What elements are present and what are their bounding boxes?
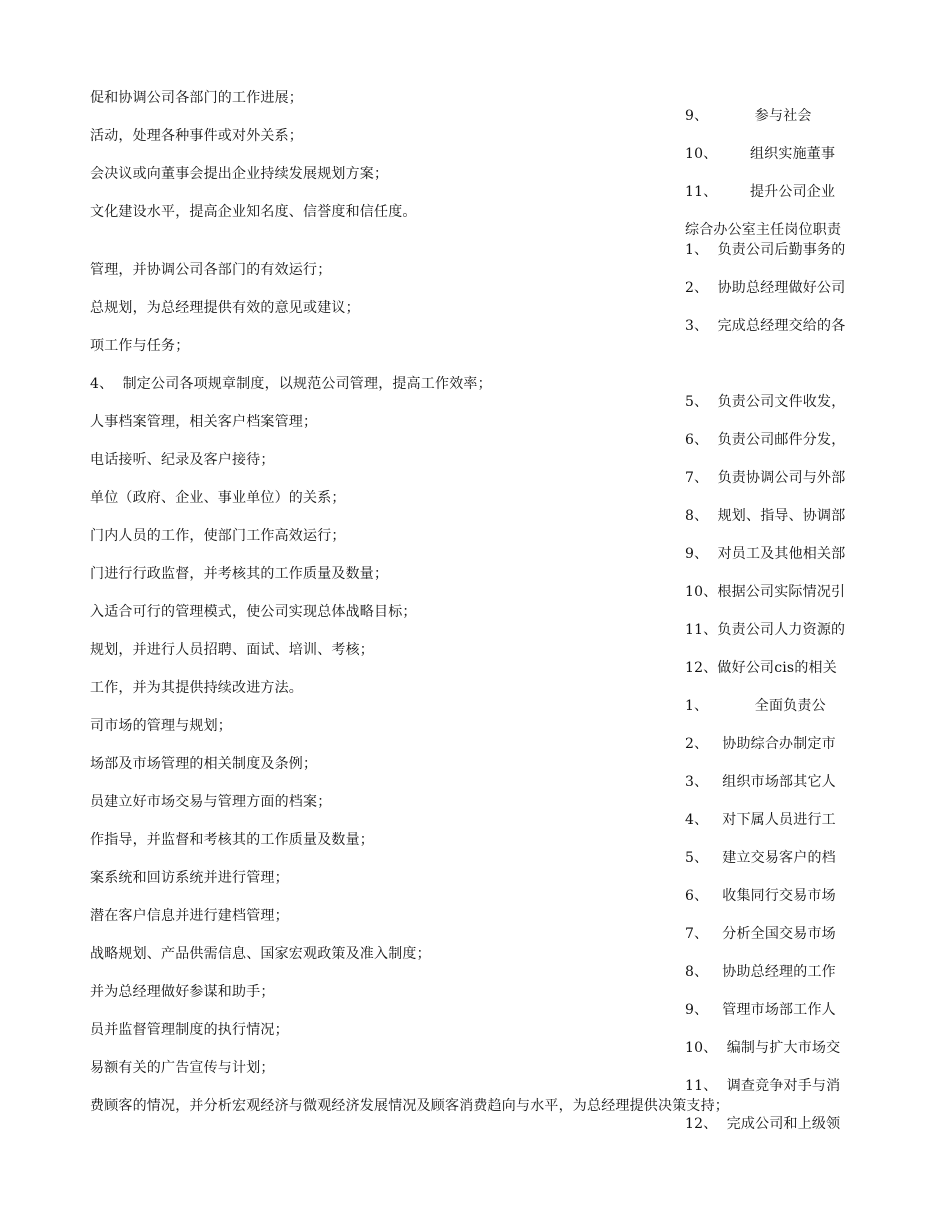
left-line-13: 门进行行政监督，并考核其的工作质量及数量； bbox=[90, 566, 389, 582]
left-line-4: 文化建设水平，提高企业知名度、信誉度和信任度。 bbox=[90, 204, 417, 220]
left-line-12: 门内人员的工作，使部门工作高效运行； bbox=[90, 528, 346, 544]
right-line-21: 6、 收集同行交易市场 bbox=[685, 888, 836, 904]
right-line-23: 8、 协助总经理的工作 bbox=[685, 964, 836, 980]
right-line-3: 11、 提升公司企业 bbox=[685, 184, 836, 200]
right-line-6: 2、 协助总经理做好公司 bbox=[685, 280, 846, 296]
left-line-23: 战略规划、产品供需信息、国家宏观政策及准入制度； bbox=[90, 946, 431, 962]
right-line-26: 11、 调查竞争对手与消 bbox=[685, 1078, 841, 1094]
right-line-16: 1、 全面负责公 bbox=[685, 698, 826, 714]
left-line-6: 总规划，为总经理提供有效的意见或建议； bbox=[90, 300, 360, 316]
right-line-7: 3、 完成总经理交给的各 bbox=[685, 318, 846, 334]
left-line-16: 工作，并为其提供持续改进方法。 bbox=[90, 680, 303, 696]
right-line-17: 2、 协助综合办制定市 bbox=[685, 736, 836, 752]
left-line-3: 会决议或向董事会提出企业持续发展规划方案； bbox=[90, 166, 389, 182]
left-line-10: 电话接听、纪录及客户接待； bbox=[90, 452, 275, 468]
right-line-25: 10、 编制与扩大市场交 bbox=[685, 1040, 841, 1056]
left-line-19: 员建立好市场交易与管理方面的档案； bbox=[90, 794, 332, 810]
right-line-24: 9、 管理市场部工作人 bbox=[685, 1002, 836, 1018]
left-line-11: 单位（政府、企业、事业单位）的关系； bbox=[90, 490, 346, 506]
left-line-9: 人事档案管理，相关客户档案管理； bbox=[90, 414, 318, 430]
left-line-5: 管理，并协调公司各部门的有效运行； bbox=[90, 262, 332, 278]
right-line-10: 7、 负责协调公司与外部 bbox=[685, 470, 846, 486]
right-line-11: 8、 规划、指导、协调部 bbox=[685, 508, 846, 524]
left-line-2: 活动，处理各种事件或对外关系； bbox=[90, 128, 303, 144]
left-line-22: 潜在客户信息并进行建档管理； bbox=[90, 908, 289, 924]
left-line-24: 并为总经理做好参谋和助手； bbox=[90, 984, 275, 1000]
left-line-15: 规划，并进行人员招聘、面试、培训、考核； bbox=[90, 642, 374, 658]
left-line-26: 易额有关的广告宣传与计划； bbox=[90, 1060, 275, 1076]
right-line-5: 1、 负责公司后勤事务的 bbox=[685, 242, 846, 258]
right-line-4: 综合办公室主任岗位职责 bbox=[685, 222, 842, 238]
left-line-17: 司市场的管理与规划； bbox=[90, 718, 232, 734]
right-line-1: 9、 参与社会 bbox=[685, 108, 812, 124]
left-line-25: 员并监督管理制度的执行情况； bbox=[90, 1022, 289, 1038]
right-line-15: 12、做好公司cis的相关 bbox=[685, 660, 837, 676]
right-line-9: 6、 负责公司邮件分发， bbox=[685, 432, 846, 448]
right-line-13: 10、根据公司实际情况引 bbox=[685, 584, 846, 600]
left-line-21: 案系统和回访系统并进行管理； bbox=[90, 870, 289, 886]
left-line-7: 项工作与任务； bbox=[90, 338, 190, 354]
right-line-12: 9、 对员工及其他相关部 bbox=[685, 546, 846, 562]
left-line-18: 场部及市场管理的相关制度及条例； bbox=[90, 756, 318, 772]
left-line-27: 费顾客的情况，并分析宏观经济与微观经济发展情况及顾客消费趋向与水平，为总经理提供决策支持； bbox=[90, 1098, 729, 1114]
right-line-2: 10、 组织实施董事 bbox=[685, 146, 836, 162]
right-line-19: 4、 对下属人员进行工 bbox=[685, 812, 836, 828]
right-line-20: 5、 建立交易客户的档 bbox=[685, 850, 836, 866]
left-line-14: 入适合可行的管理模式，使公司实现总体战略目标； bbox=[90, 604, 417, 620]
right-line-27: 12、 完成公司和上级领 bbox=[685, 1116, 841, 1132]
left-line-20: 作指导，并监督和考核其的工作质量及数量； bbox=[90, 832, 374, 848]
left-line-8: 4、 制定公司各项规章制度，以规范公司管理，提高工作效率； bbox=[90, 376, 492, 392]
right-line-8: 5、 负责公司文件收发， bbox=[685, 394, 846, 410]
right-line-14: 11、负责公司人力资源的 bbox=[685, 622, 846, 638]
left-line-1: 促和协调公司各部门的工作进展； bbox=[90, 90, 303, 106]
right-line-22: 7、 分析全国交易市场 bbox=[685, 926, 836, 942]
right-line-18: 3、 组织市场部其它人 bbox=[685, 774, 836, 790]
